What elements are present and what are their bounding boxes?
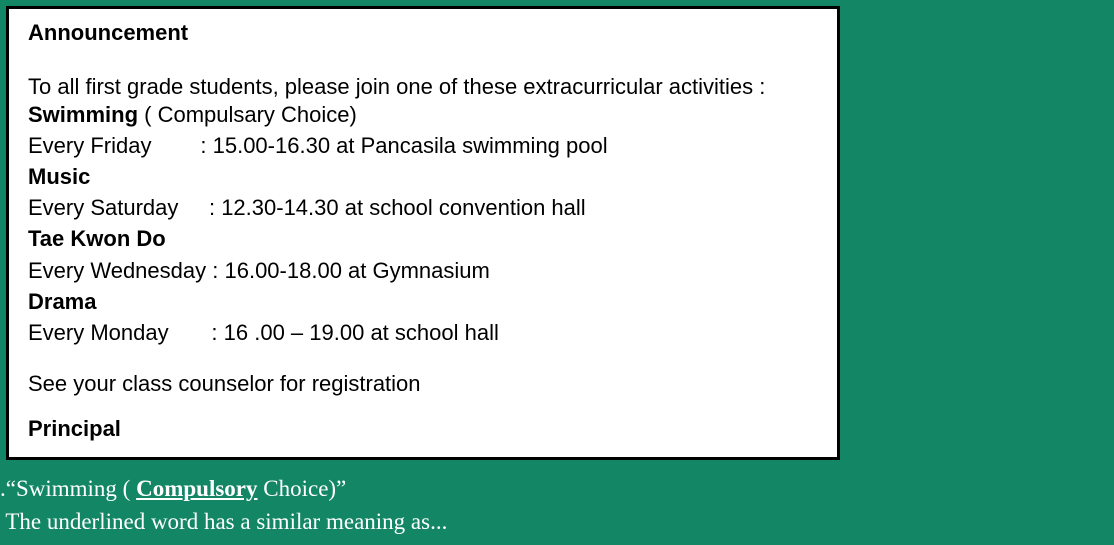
announcement-intro: To all first grade students, please join one of these extracurricular activities :: [28, 74, 766, 99]
underlined-word: Compulsory: [136, 476, 258, 501]
activity-taekwondo-heading: Tae Kwon Do: [28, 226, 166, 251]
activity-day: Every Saturday: [28, 195, 179, 220]
activity-time-place: : 16.00-18.00 at Gymnasium: [212, 258, 490, 283]
activity-swimming-heading: [28, 104, 357, 126]
announcement-title: Announcement: [28, 20, 189, 45]
question-quote: .“Swimming ( Compulsory Choice)”: [0, 476, 347, 501]
activity-music-schedule: [28, 197, 586, 219]
activity-drama-schedule: [28, 322, 499, 344]
activity-swimming-schedule: [28, 135, 608, 157]
activity-day: Every Friday: [28, 133, 152, 158]
activity-time-place: : 16 .00 – 19.00 at school hall: [211, 320, 499, 345]
activity-time-place: : 15.00-16.30 at Pancasila swimming pool: [200, 133, 608, 158]
registration-note: See your class counselor for registration: [28, 371, 421, 396]
signature-principal: Principal: [28, 416, 121, 441]
activity-day: Every Wednesday: [28, 258, 207, 283]
activity-drama-heading: Drama: [28, 289, 97, 314]
activity-music-heading: Music: [28, 164, 91, 189]
activity-day: Every Monday: [28, 320, 169, 345]
question-prompt: The underlined word has a similar meaning as...: [0, 509, 448, 534]
activity-taekwondo-schedule: [28, 260, 490, 282]
activity-time-place: : 12.30-14.30 at school convention hall: [208, 195, 586, 220]
announcement-card: [6, 6, 840, 460]
activity-name: Swimming: [28, 102, 139, 127]
activity-note: ( Compulsary Choice): [138, 102, 357, 127]
